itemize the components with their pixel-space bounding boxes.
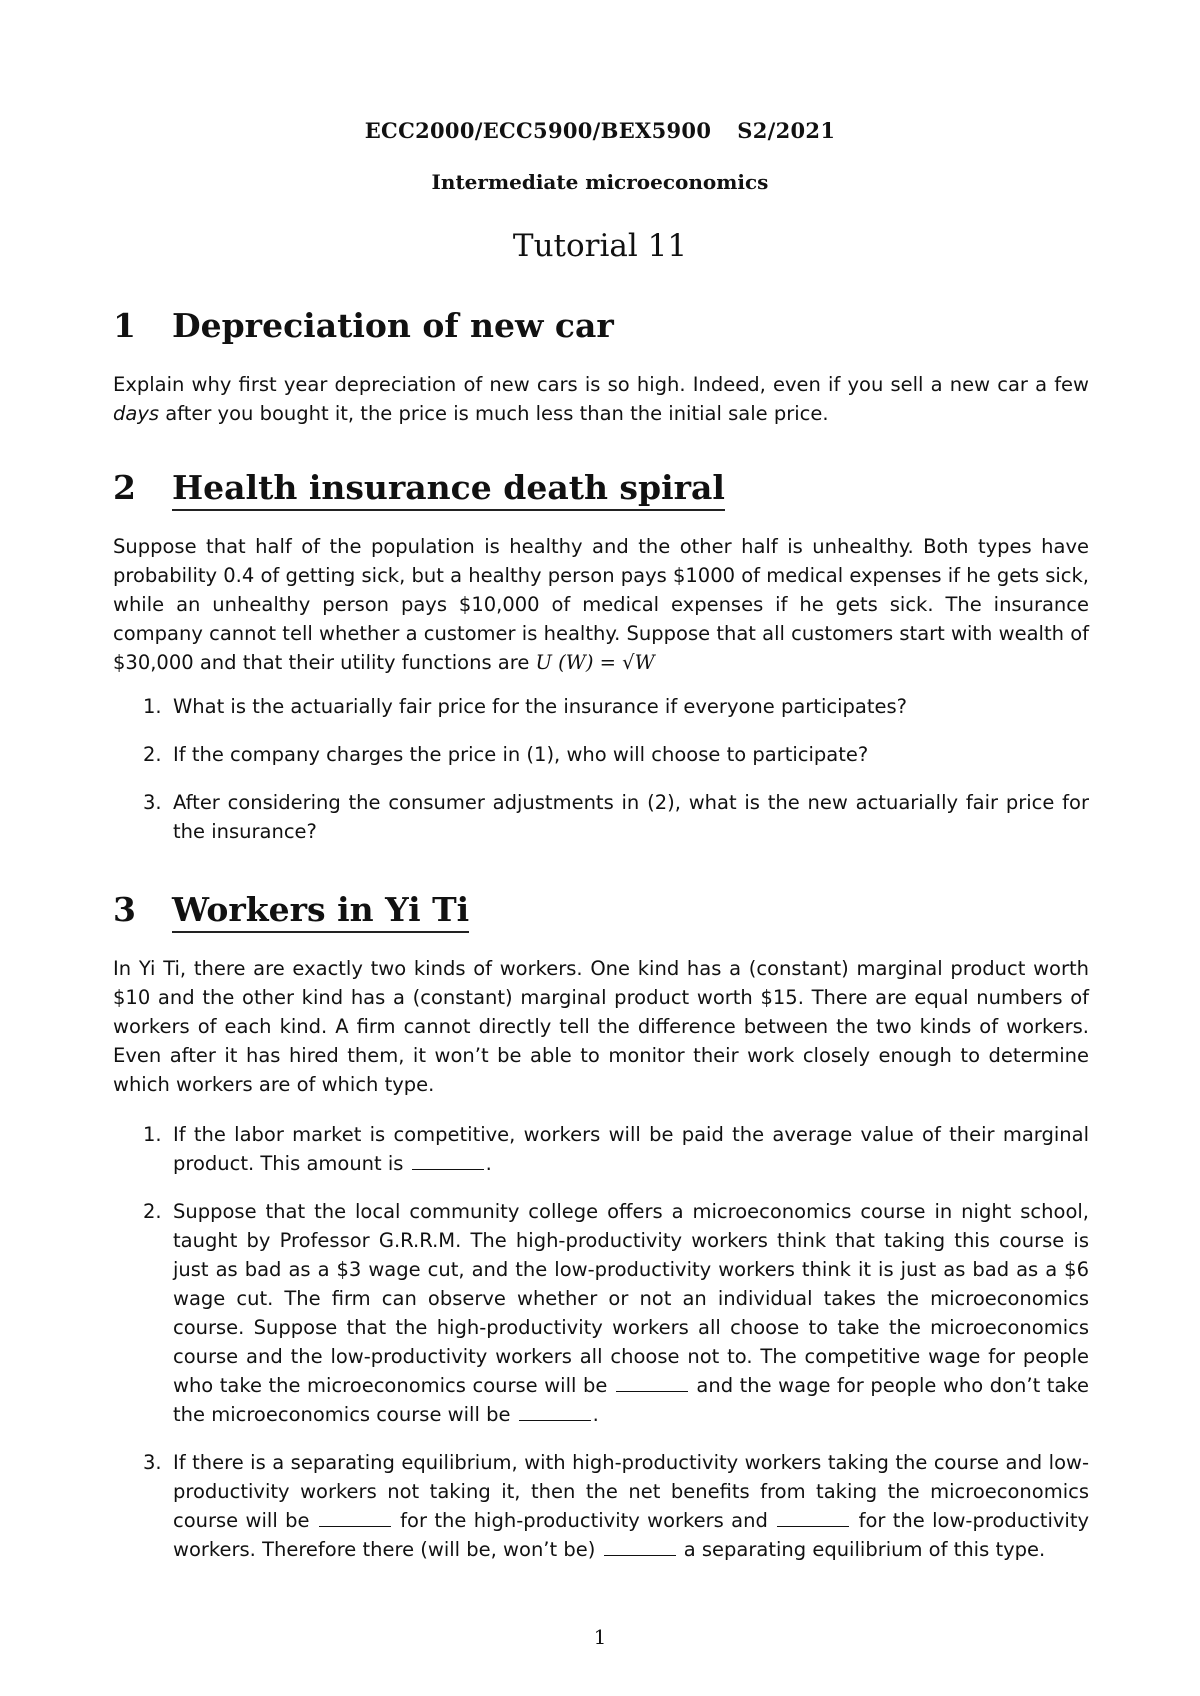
course-codes: ECC2000/ECC5900/BEX5900 — [364, 118, 712, 143]
item-number: 3. — [143, 1451, 162, 1474]
section-number: 3 — [113, 890, 136, 929]
item-number: 1. — [143, 695, 162, 718]
answer-blank[interactable] — [519, 1404, 591, 1421]
item-number: 3. — [143, 791, 162, 814]
item-text-end: . — [592, 1403, 599, 1426]
item-text-end: . — [485, 1152, 492, 1175]
section-number: 2 — [113, 468, 136, 507]
item-text-cont-2: for the low-productivity workers. Therefore there (will be, won’t be) — [173, 1509, 1090, 1561]
section-3-heading — [113, 890, 469, 933]
answer-blank[interactable] — [319, 1510, 391, 1527]
list-item — [113, 1448, 1089, 1564]
item-text: What is the actuarially fair price for the insurance if everyone participates? — [173, 695, 908, 718]
item-text: If the labor market is competitive, workers will be paid the average value of their marginal product. This amount is — [173, 1123, 1089, 1175]
utility-formula: U (W) = √W — [535, 651, 655, 674]
section-2-body — [113, 532, 1089, 677]
section-2-heading — [113, 468, 725, 511]
item-text-end: a separating equilibrium of this type. — [677, 1538, 1046, 1561]
answer-blank[interactable] — [412, 1153, 484, 1170]
item-text: Suppose that the local community college offers a microeconomics course in night school, taught by Professor G.R.R.M. The high-productivity workers think that taking this course is just as bad as a $3 wage cut, and the low-productivity workers think it is just as bad as a $6 wage cut. The firm can observe whether or not an individual takes the microeconomics course. Suppose that the high-productivity workers all choose to take the microeconomics course and the low-productivity workers all choose not to. The competitive wage for people who take the microeconomics course will be — [173, 1200, 1089, 1397]
item-number: 2. — [143, 1200, 162, 1223]
list-item — [113, 1197, 1089, 1429]
emphasis-text: days — [113, 402, 160, 425]
answer-blank[interactable] — [604, 1539, 676, 1556]
section-1-text-cont: after you bought it, the price is much less than the initial sale price. — [159, 402, 829, 425]
course-header — [0, 118, 1200, 143]
answer-blank[interactable] — [777, 1510, 849, 1527]
section-2-questions — [113, 692, 1089, 846]
item-text: If the company charges the price in (1), who will choose to participate? — [173, 743, 869, 766]
item-text-cont: for the high-productivity workers and — [392, 1509, 776, 1532]
section-title: Health insurance death spiral — [172, 468, 725, 511]
item-text: After considering the consumer adjustments in (2), what is the new actuarially fair price for the insurance? — [173, 791, 1089, 843]
semester: S2/2021 — [737, 118, 836, 143]
page-number: 1 — [593, 1625, 607, 1649]
list-item — [113, 740, 1089, 769]
answer-blank[interactable] — [616, 1375, 688, 1392]
section-1-body — [113, 370, 1089, 428]
section-3-questions — [113, 1120, 1089, 1564]
list-item — [113, 1120, 1089, 1178]
item-number: 2. — [143, 743, 162, 766]
section-number: 1 — [113, 306, 136, 345]
section-3-body: In Yi Ti, there are exactly two kinds of workers. One kind has a (constant) marginal product worth $10 and the other kind has a (constant) marginal product worth $15. There are equal numbers of workers of each kind. A firm cannot directly tell the difference between the two kinds of workers. Even after it has hired them, it won’t be able to monitor their work closely enough to determine which workers are of which type. — [113, 957, 1089, 1096]
item-number: 1. — [143, 1123, 162, 1146]
item-text: If there is a separating equilibrium, with high-productivity workers taking the course and low-productivity workers not taking it, then the net benefits from taking the microeconomics course will be — [173, 1451, 1089, 1532]
section-title: Depreciation of new car — [172, 306, 614, 345]
list-item — [113, 692, 1089, 721]
section-1-text: Explain why first year depreciation of new cars is so high. Indeed, even if you sell a new car a few — [113, 373, 1089, 396]
list-item — [113, 788, 1089, 846]
section-2-text: Suppose that half of the population is healthy and the other half is unhealthy. Both types have probability 0.4 of getting sick, but a healthy person pays $1000 of medical expenses if he gets sick, while an unhealthy person pays $10,000 of medical expenses if he gets sick. The insurance company cannot tell whether a customer is healthy. Suppose that all customers start with wealth of $30,000 and that their utility functions are — [113, 535, 1089, 674]
page-title: Tutorial 11 — [512, 228, 688, 264]
section-title: Workers in Yi Ti — [172, 890, 469, 933]
section-1-heading — [113, 306, 614, 345]
item-text-cont: and the wage for people who don’t take the microeconomics course will be — [173, 1374, 1089, 1426]
course-subtitle: Intermediate microeconomics — [431, 170, 769, 194]
